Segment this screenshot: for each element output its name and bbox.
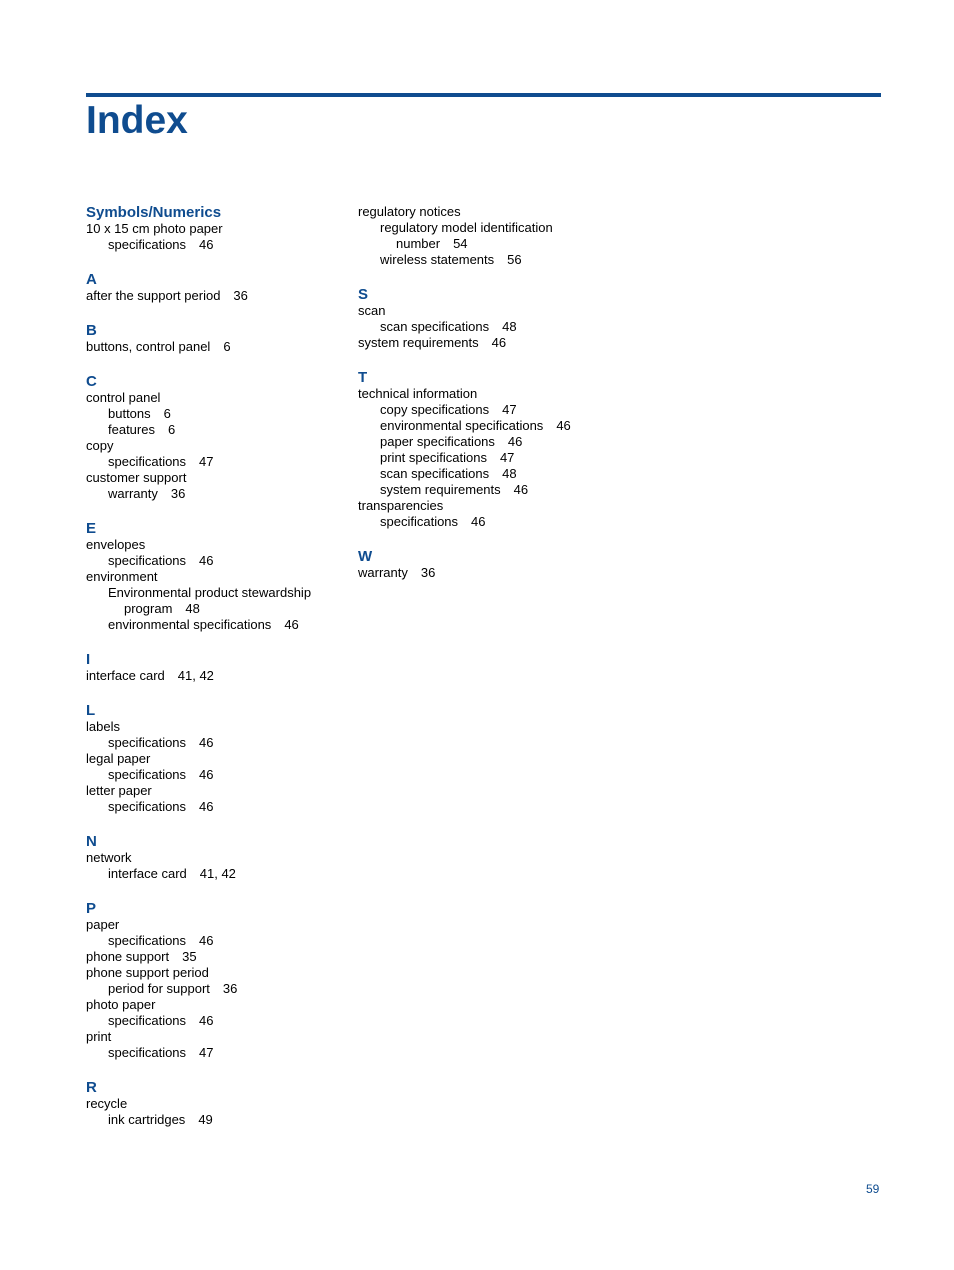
index-entry xyxy=(86,719,346,735)
entry-page-ref[interactable]: 48 xyxy=(502,466,517,481)
index-section xyxy=(86,651,346,684)
entry-term: specifications xyxy=(108,1013,187,1028)
index-section xyxy=(86,373,346,502)
index-section xyxy=(86,900,346,1061)
section-letter: B xyxy=(86,322,97,339)
entry-term: after the support period xyxy=(86,288,221,303)
entry-page-ref[interactable]: 46 xyxy=(199,933,214,948)
index-entry xyxy=(86,850,346,866)
entry-term: photo paper xyxy=(86,997,156,1012)
index-section xyxy=(86,702,346,815)
index-entry xyxy=(358,482,628,498)
section-letter: W xyxy=(358,548,373,565)
entry-term: network xyxy=(86,850,132,865)
index-entry xyxy=(86,585,346,601)
section-letter: A xyxy=(86,271,97,288)
index-entry xyxy=(358,335,628,351)
index-entry xyxy=(358,450,628,466)
entry-term: regulatory notices xyxy=(358,204,461,219)
index-entry xyxy=(86,783,346,799)
section-letter: L xyxy=(86,702,96,719)
index-entry xyxy=(86,288,346,304)
index-entry xyxy=(358,434,628,450)
entry-page-ref[interactable]: 46 xyxy=(513,482,529,497)
entry-page-ref[interactable]: 46 xyxy=(471,514,486,529)
entry-page-ref[interactable]: 46 xyxy=(199,735,214,750)
entry-term: phone support period xyxy=(86,965,209,980)
section-letter: I xyxy=(86,651,91,668)
entry-page-ref[interactable]: 47 xyxy=(502,402,517,417)
entry-page-ref[interactable]: 46 xyxy=(284,617,299,632)
index-entry xyxy=(86,668,346,684)
index-section xyxy=(358,548,628,581)
entry-term: system requirements xyxy=(380,482,501,497)
index-entry xyxy=(86,917,346,933)
entry-term: labels xyxy=(86,719,120,734)
index-section xyxy=(86,1079,346,1128)
section-letter: R xyxy=(86,1079,97,1096)
index-entry xyxy=(86,751,346,767)
entry-term: environmental specifications xyxy=(108,617,272,632)
index-entry xyxy=(86,1112,346,1128)
index-entry xyxy=(358,236,628,252)
index-entry xyxy=(358,319,628,335)
entry-term: paper xyxy=(86,917,120,932)
entry-term: features xyxy=(108,422,155,437)
entry-term: program xyxy=(124,601,173,616)
entry-page-ref[interactable]: 48 xyxy=(185,601,200,616)
index-entry xyxy=(86,1029,346,1045)
entry-term: Environmental product stewardship xyxy=(108,585,312,600)
entry-term: control panel xyxy=(86,390,161,405)
index-entry xyxy=(86,866,346,882)
entry-term: technical information xyxy=(358,386,478,401)
entry-term: scan specifications xyxy=(380,466,490,481)
index-entry xyxy=(86,981,346,997)
entry-page-ref[interactable]: 46 xyxy=(491,335,507,350)
index-section xyxy=(86,204,346,253)
entry-page-ref[interactable]: 36 xyxy=(170,486,186,501)
entry-term: print specifications xyxy=(380,450,487,465)
index-entry xyxy=(358,418,628,434)
entry-page-ref[interactable]: 35 xyxy=(182,949,197,964)
entry-term: scan specifications xyxy=(380,319,490,334)
entry-term: specifications xyxy=(108,237,187,252)
index-entry xyxy=(86,422,346,438)
entry-page-ref[interactable]: 54 xyxy=(453,236,468,251)
section-letter: C xyxy=(86,373,97,390)
entry-term: period for support xyxy=(108,981,210,996)
entry-page-ref[interactable]: 36 xyxy=(233,288,248,303)
index-column-right xyxy=(358,204,628,599)
entry-term: specifications xyxy=(380,514,459,529)
entry-term: specifications xyxy=(108,735,187,750)
entry-term: buttons, control panel xyxy=(86,339,211,354)
index-entry xyxy=(86,1013,346,1029)
index-entry xyxy=(358,498,628,514)
section-letter: P xyxy=(86,900,97,917)
section-letter: T xyxy=(358,369,368,386)
entry-term: recycle xyxy=(86,1096,128,1111)
entry-page-ref[interactable]: 56 xyxy=(507,252,522,267)
index-entry xyxy=(86,339,346,355)
index-entry xyxy=(358,252,628,268)
index-entry xyxy=(86,1045,346,1061)
index-entry xyxy=(86,569,346,585)
entry-term: system requirements xyxy=(358,335,479,350)
entry-term: legal paper xyxy=(86,751,151,766)
entry-page-ref[interactable]: 41, 42 xyxy=(177,668,214,683)
entry-term: customer support xyxy=(86,470,187,485)
page-number: 59 xyxy=(866,1182,880,1196)
index-section xyxy=(86,833,346,882)
entry-term: buttons xyxy=(108,406,151,421)
index-entry xyxy=(358,220,628,236)
index-entry xyxy=(86,390,346,406)
index-entry xyxy=(86,406,346,422)
entry-term: specifications xyxy=(108,799,187,814)
index-entry xyxy=(86,933,346,949)
index-section xyxy=(86,322,346,355)
entry-page-ref[interactable]: 36 xyxy=(222,981,238,996)
entry-term: number xyxy=(396,236,441,251)
entry-term: 10 x 15 cm photo paper xyxy=(86,221,223,236)
entry-page-ref[interactable]: 36 xyxy=(420,565,436,580)
index-entry xyxy=(358,204,628,220)
index-entry xyxy=(86,997,346,1013)
entry-term: warranty xyxy=(108,486,158,501)
entry-term: warranty xyxy=(358,565,408,580)
index-section xyxy=(86,520,346,633)
entry-page-ref[interactable]: 6 xyxy=(167,422,176,437)
index-entry xyxy=(86,617,346,633)
index-entry xyxy=(86,735,346,751)
index-entry xyxy=(86,221,346,237)
entry-page-ref[interactable]: 46 xyxy=(556,418,571,433)
index-entry xyxy=(86,553,346,569)
entry-page-ref[interactable]: 46 xyxy=(199,553,214,568)
index-entry xyxy=(86,799,346,815)
entry-term: environment xyxy=(86,569,158,584)
index-entry xyxy=(358,565,628,581)
entry-page-ref[interactable]: 41, 42 xyxy=(199,866,236,881)
entry-page-ref[interactable]: 47 xyxy=(199,454,214,469)
entry-term: interface card xyxy=(86,668,165,683)
index-column-left xyxy=(86,204,346,1146)
section-letter: E xyxy=(86,520,97,537)
section-letter: N xyxy=(86,833,97,850)
index-entry xyxy=(86,965,346,981)
index-entry xyxy=(86,1096,346,1112)
entry-term: specifications xyxy=(108,933,187,948)
index-section xyxy=(86,271,346,304)
entry-page-ref[interactable]: 46 xyxy=(199,767,214,782)
index-entry xyxy=(86,438,346,454)
entry-term: paper specifications xyxy=(380,434,495,449)
index-entry xyxy=(358,514,628,530)
index-entry xyxy=(358,466,628,482)
entry-page-ref[interactable]: 46 xyxy=(199,1013,214,1028)
index-section xyxy=(358,204,628,268)
entry-page-ref[interactable]: 46 xyxy=(199,799,214,814)
entry-page-ref[interactable]: 46 xyxy=(507,434,523,449)
index-entry xyxy=(358,402,628,418)
entry-term: specifications xyxy=(108,1045,187,1060)
entry-term: specifications xyxy=(108,767,187,782)
entry-term: environmental specifications xyxy=(380,418,544,433)
entry-page-ref[interactable]: 6 xyxy=(163,406,171,421)
index-entry xyxy=(86,454,346,470)
entry-term: scan xyxy=(358,303,386,318)
index-entry xyxy=(86,949,346,965)
entry-term: ink cartridges xyxy=(108,1112,186,1127)
entry-term: regulatory model identification xyxy=(380,220,553,235)
entry-page-ref[interactable]: 48 xyxy=(502,319,517,334)
index-entry xyxy=(86,537,346,553)
section-letter: S xyxy=(358,286,369,303)
entry-term: phone support xyxy=(86,949,170,964)
index-entry xyxy=(86,767,346,783)
entry-term: interface card xyxy=(108,866,187,881)
entry-term: letter paper xyxy=(86,783,152,798)
entry-page-ref[interactable]: 46 xyxy=(199,237,214,252)
entry-term: copy specifications xyxy=(380,402,490,417)
entry-term: print xyxy=(86,1029,112,1044)
section-letter: Symbols/Numerics xyxy=(86,204,222,221)
entry-term: copy xyxy=(86,438,114,453)
index-entry xyxy=(86,601,346,617)
entry-term: transparencies xyxy=(358,498,444,513)
entry-term: specifications xyxy=(108,454,187,469)
entry-term: envelopes xyxy=(86,537,146,552)
index-section xyxy=(358,286,628,351)
entry-page-ref[interactable]: 47 xyxy=(199,1045,214,1060)
entry-term: wireless statements xyxy=(380,252,495,267)
index-entry xyxy=(86,237,346,253)
index-entry xyxy=(358,386,628,402)
entry-page-ref[interactable]: 6 xyxy=(223,339,231,354)
index-section xyxy=(358,369,628,530)
index-entry xyxy=(86,470,346,486)
entry-page-ref[interactable]: 47 xyxy=(499,450,515,465)
index-entry xyxy=(358,303,628,319)
index-entry xyxy=(86,486,346,502)
entry-page-ref[interactable]: 49 xyxy=(198,1112,213,1127)
page-title: Index xyxy=(86,99,188,142)
entry-term: specifications xyxy=(108,553,187,568)
header-rule xyxy=(86,93,881,97)
